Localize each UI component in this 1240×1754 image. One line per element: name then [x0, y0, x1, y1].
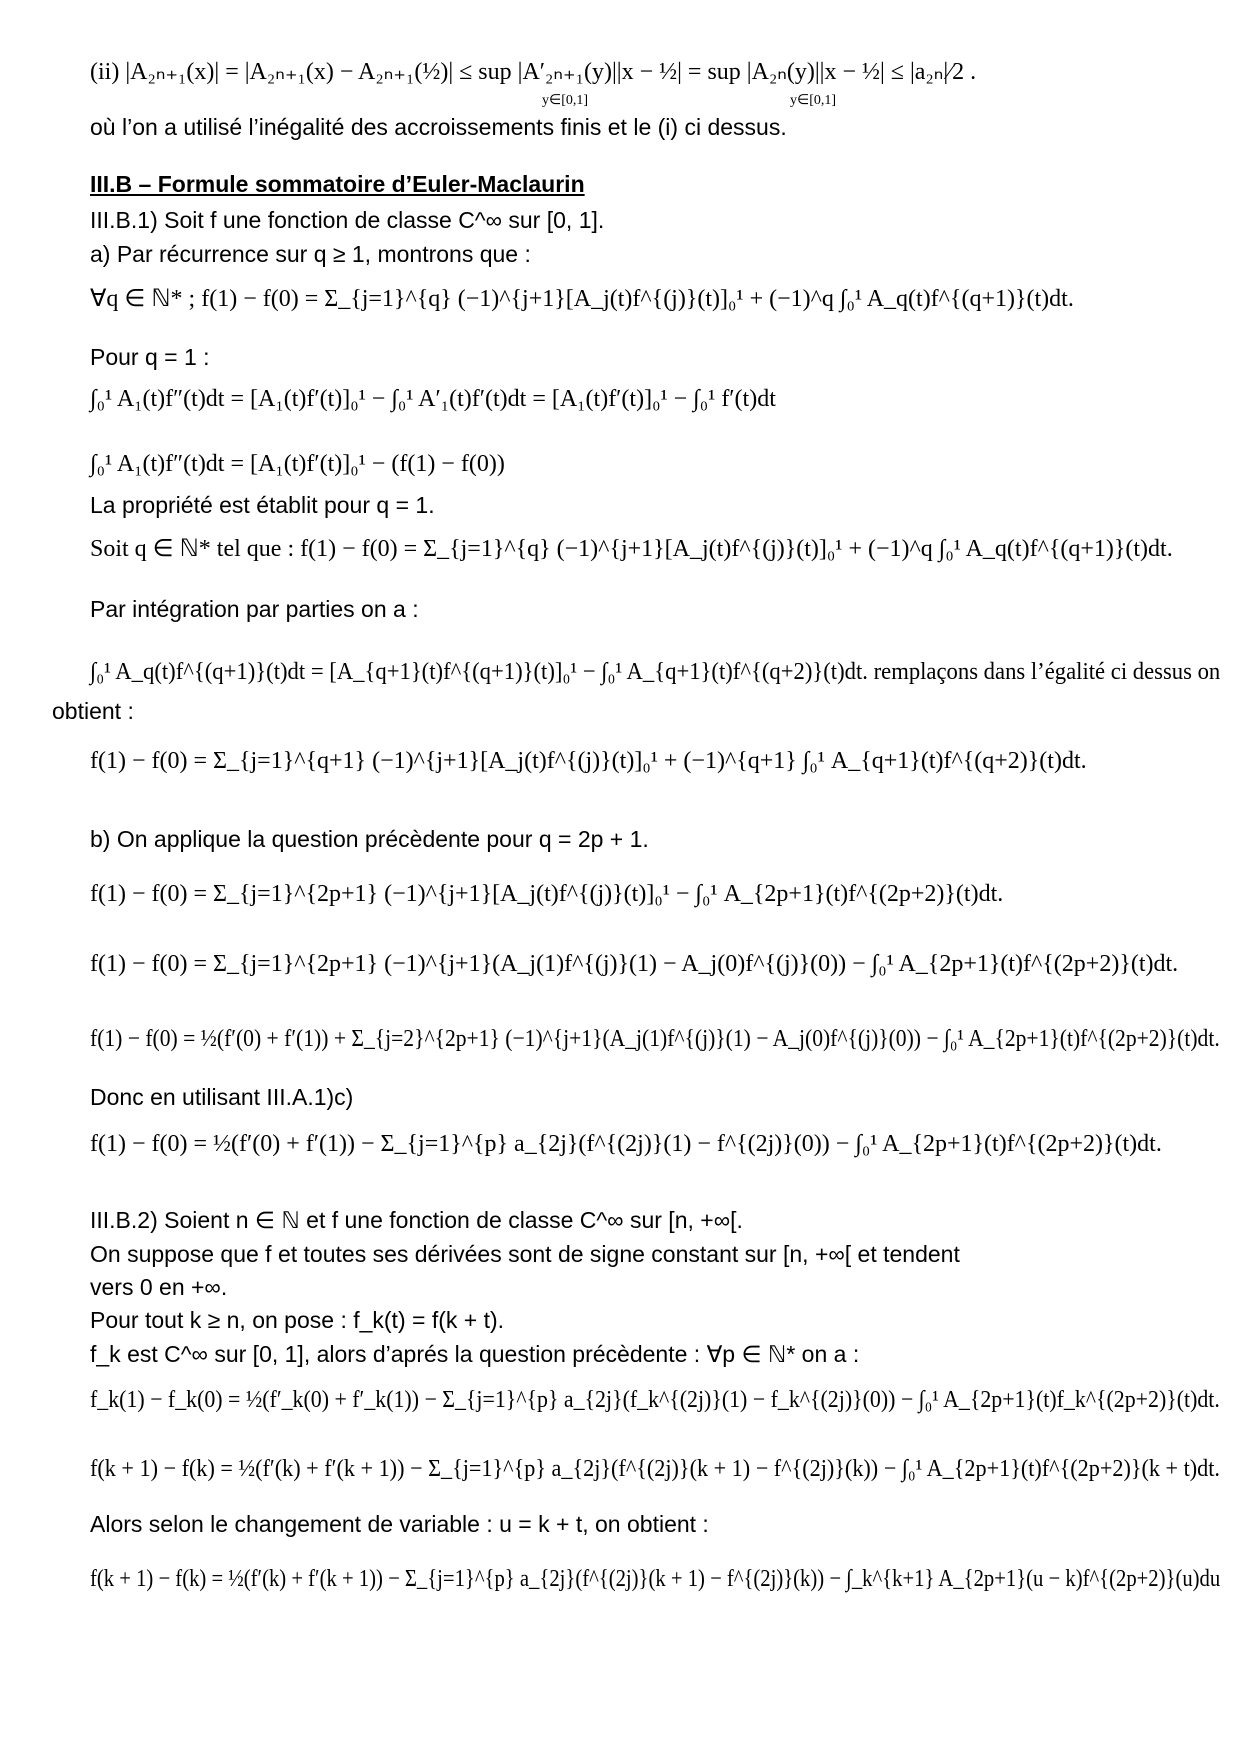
formula-line: f(k + 1) − f(k) = ½(f′(k) + f′(k + 1)) − Σ_{j=1}^{p} a_{2j}(f^{(2j)}(k + 1) − f^{(2j)}(k)) − ∫₀¹ A_{2p+1}(t)f^{(2p+2)}(k + t)dt. [90, 1456, 1220, 1482]
text-line: Pour q = 1 : [90, 344, 210, 370]
section-heading: III.B – Formule sommatoire d’Euler-Maclaurin [90, 171, 585, 197]
formula-line: f(1) − f(0) = Σ_{j=1}^{2p+1} (−1)^{j+1}(A_j(1)f^{(j)}(1) − A_j(0)f^{(j)}(0)) − ∫₀¹ A_{2p+1}(t)f^{(2p+2)}(t)dt. [90, 951, 1179, 977]
formula-line: ∫₀¹ A_q(t)f^{(q+1)}(t)dt = [A_{q+1}(t)f^{(q+1)}(t)]₀¹ − ∫₀¹ A_{q+1}(t)f^{(q+2)}(t)dt. remplaçons dans l’égalité ci dessus on [90, 659, 1221, 685]
text-line: Alors selon le changement de variable : u = k + t, on obtient : [90, 1511, 709, 1537]
formula-line: ∀q ∈ ℕ* ; f(1) − f(0) = Σ_{j=1}^{q} (−1)^{j+1}[A_j(t)f^{(j)}(t)]₀¹ + (−1)^q ∫₀¹ A_q(t)f^{(q+1)}(t)dt. [90, 286, 1074, 312]
formula-line: f(1) − f(0) = ½(f′(0) + f′(1)) − Σ_{j=1}^{p} a_{2j}(f^{(2j)}(1) − f^{(2j)}(0)) − ∫₀¹ A_{2p+1}(t)f^{(2p+2)}(t)dt. [90, 1131, 1162, 1157]
formula-line: f(1) − f(0) = Σ_{j=1}^{2p+1} (−1)^{j+1}[A_j(t)f^{(j)}(t)]₀¹ − ∫₀¹ A_{2p+1}(t)f^{(2p+2)}(t)dt. [90, 881, 1004, 907]
sup-subscript-1: y∈[0,1] [542, 93, 589, 108]
text-line: où l’on a utilisé l’inégalité des accroissements finis et le (i) ci dessus. [90, 114, 787, 140]
text-line: obtient : [52, 698, 134, 724]
text-line: Pour tout k ≥ n, on pose : f_k(t) = f(k + t). [90, 1307, 505, 1333]
formula-line: ∫₀¹ A₁(t)f″(t)dt = [A₁(t)f′(t)]₀¹ − ∫₀¹ A′₁(t)f′(t)dt = [A₁(t)f′(t)]₀¹ − ∫₀¹ f′(t)dt [90, 386, 776, 412]
formula-line: ∫₀¹ A₁(t)f″(t)dt = [A₁(t)f′(t)]₀¹ − (f(1) − f(0)) [90, 451, 505, 477]
text-line: f_k est C^∞ sur [0, 1], alors d’aprés la question précèdente : ∀p ∈ ℕ* on a : [90, 1341, 860, 1367]
text-line: Donc en utilisant III.A.1)c) [90, 1084, 354, 1110]
text-line: On suppose que f et toutes ses dérivées sont de signe constant sur [n, +∞[ et tendent [90, 1241, 960, 1267]
formula-line: Soit q ∈ ℕ* tel que : f(1) − f(0) = Σ_{j=1}^{q} (−1)^{j+1}[A_j(t)f^{(j)}(t)]₀¹ + (−1)^q ∫₀¹ A_q(t)f^{(q+1)}(t)dt. [90, 536, 1173, 562]
formula-line: f(1) − f(0) = ½(f′(0) + f′(1)) + Σ_{j=2}^{2p+1} (−1)^{j+1}(A_j(1)f^{(j)}(1) − A_j(0)f^{(j)}(0)) − ∫₀¹ A_{2p+1}(t)f^{(2p+2)}(t)dt. [90, 1026, 1220, 1052]
text-line: La propriété est établit pour q = 1. [90, 492, 435, 518]
formula-line: f(1) − f(0) = Σ_{j=1}^{q+1} (−1)^{j+1}[A_j(t)f^{(j)}(t)]₀¹ + (−1)^{q+1} ∫₀¹ A_{q+1}(t)f^{(q+2)}(t)dt. [90, 748, 1087, 774]
formula-line: f_k(1) − f_k(0) = ½(f′_k(0) + f′_k(1)) − Σ_{j=1}^{p} a_{2j}(f_k^{(2j)}(1) − f_k^{(2j)}(0)) − ∫₀¹ A_{2p+1}(t)f_k^{(2p+2)}(t)dt. [90, 1387, 1220, 1413]
proof-line-ii: (ii) |A₂ₙ₊₁(x)| = |A₂ₙ₊₁(x) − A₂ₙ₊₁(½)| ≤ sup |A′₂ₙ₊₁(y)||x − ½| = sup |A₂ₙ(y)||x − ½| ≤ |a₂ₙ|⁄2 . [90, 59, 977, 85]
sup-subscript-2: y∈[0,1] [790, 93, 837, 108]
text-line: Par intégration par parties on a : [90, 596, 419, 622]
text-line: a) Par récurrence sur q ≥ 1, montrons que : [90, 241, 531, 267]
subsection-heading: III.B.1) Soit f une fonction de classe C^∞ sur [0, 1]. [90, 207, 605, 233]
text-line: vers 0 en +∞. [90, 1274, 228, 1300]
text-line: b) On applique la question précèdente pour q = 2p + 1. [90, 826, 649, 852]
formula-line: f(k + 1) − f(k) = ½(f′(k) + f′(k + 1)) − Σ_{j=1}^{p} a_{2j}(f^{(2j)}(k + 1) − f^{(2j)}(k)) − ∫_k^{k+1} A_{2p+1}(u − k)f^{(2p+2)}(u)du [90, 1566, 1221, 1592]
subsection-heading: III.B.2) Soient n ∈ ℕ et f une fonction de classe C^∞ sur [n, +∞[. [90, 1207, 743, 1233]
